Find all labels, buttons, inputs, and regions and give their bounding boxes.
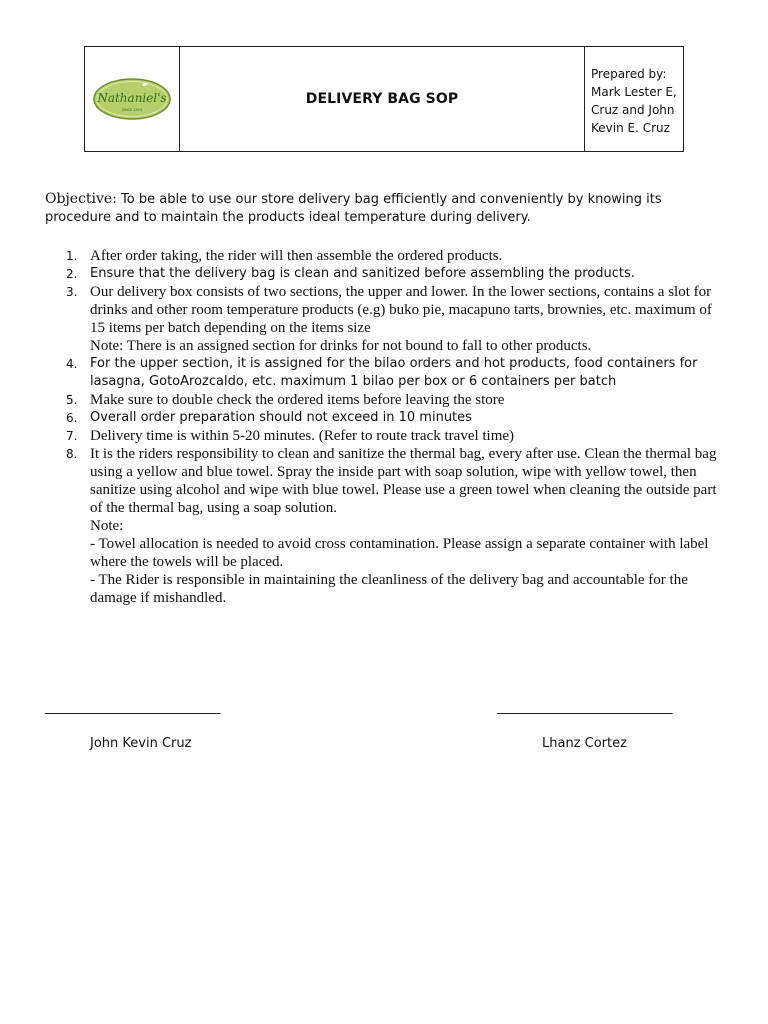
step-number: 3.	[66, 285, 78, 299]
step-item	[45, 265, 725, 283]
step-number: 2.	[66, 267, 78, 281]
prepared-by-line: Cruz and John	[591, 103, 675, 117]
step-number: 7.	[66, 429, 78, 443]
step-item	[45, 391, 725, 409]
step-text: For the upper section, it is assigned for the bilao orders and hot products, food containers for lasagna, GotoArozcaldo, etc. maximum 1 bilao per box or 6 containers per batch	[90, 356, 698, 389]
signature-line-right: ___________________________	[497, 700, 673, 715]
step-number: 5.	[66, 393, 78, 407]
step-note: Note:	[90, 518, 124, 534]
objective-label: Objective:	[45, 191, 117, 207]
step-item	[45, 409, 725, 427]
step-text: After order taking, the rider will then assemble the ordered products.	[90, 248, 503, 264]
nathaniels-logo	[92, 77, 172, 121]
logo-text: Nathaniel's	[97, 91, 167, 105]
objective-text: To be able to use our store delivery bag efficiently and conveniently by knowing its procedure and to maintain the products ideal temperature during delivery.	[45, 192, 662, 225]
step-sub-note: - Towel allocation is needed to avoid cross contamination. Please assign a separate container with label where the towels will be placed.	[90, 536, 709, 570]
step-item	[45, 355, 725, 391]
step-number: 8.	[66, 447, 78, 461]
step-text: Ensure that the delivery bag is clean and sanitized before assembling the products.	[90, 266, 635, 281]
step-number: 6.	[66, 411, 78, 425]
signatory-name-left: John Kevin Cruz	[90, 736, 192, 751]
prepared-by-block	[585, 47, 683, 151]
step-sub-note: - The Rider is responsible in maintaining the cleanliness of the delivery bag and accountable for the damage if mishandled.	[90, 572, 688, 606]
step-text: It is the riders responsibility to clean and sanitize the thermal bag, every after use. Clean the thermal bag using a yellow and blue towel. Spray the inside part with soap solution, wipe with yellow towel, then sanitize using alcohol and wipe with blue towel. Please use a green towel when cleaning the outside part of the thermal bag, using a soap solution.	[90, 446, 717, 516]
logo-subtext: SINCE 1974	[121, 108, 143, 112]
step-number: 4.	[66, 357, 78, 371]
step-item	[45, 283, 725, 355]
prepared-by-line: Mark Lester E,	[591, 85, 677, 99]
signature-line-left: ___________________________	[45, 700, 221, 715]
document-title: DELIVERY BAG SOP	[180, 47, 585, 151]
step-text: Our delivery box consists of two sections, the upper and lower. In the lower sections, contains a slot for drinks and other room temperature products (e.g) buko pie, macapuno tarts, brownies, etc. maximum of 15 items per batch depending on the items size	[90, 284, 712, 336]
logo-cell	[85, 47, 180, 151]
prepared-by-line: Prepared by:	[591, 67, 667, 81]
step-note: Note: There is an assigned section for drinks for not bound to fall to other products.	[90, 338, 592, 354]
prepared-by-line: Kevin E. Cruz	[591, 121, 670, 135]
step-text: Delivery time is within 5-20 minutes. (Refer to route track travel time)	[90, 428, 515, 444]
objective-paragraph	[45, 190, 725, 227]
step-item	[45, 445, 725, 607]
header-table	[84, 46, 684, 152]
signatory-name-right: Lhanz Cortez	[542, 736, 627, 751]
step-text: Make sure to double check the ordered items before leaving the store	[90, 392, 505, 408]
procedure-steps	[45, 247, 725, 607]
step-item	[45, 247, 725, 265]
step-text: Overall order preparation should not exceed in 10 minutes	[90, 410, 472, 425]
step-item	[45, 427, 725, 445]
step-number: 1.	[66, 249, 78, 263]
